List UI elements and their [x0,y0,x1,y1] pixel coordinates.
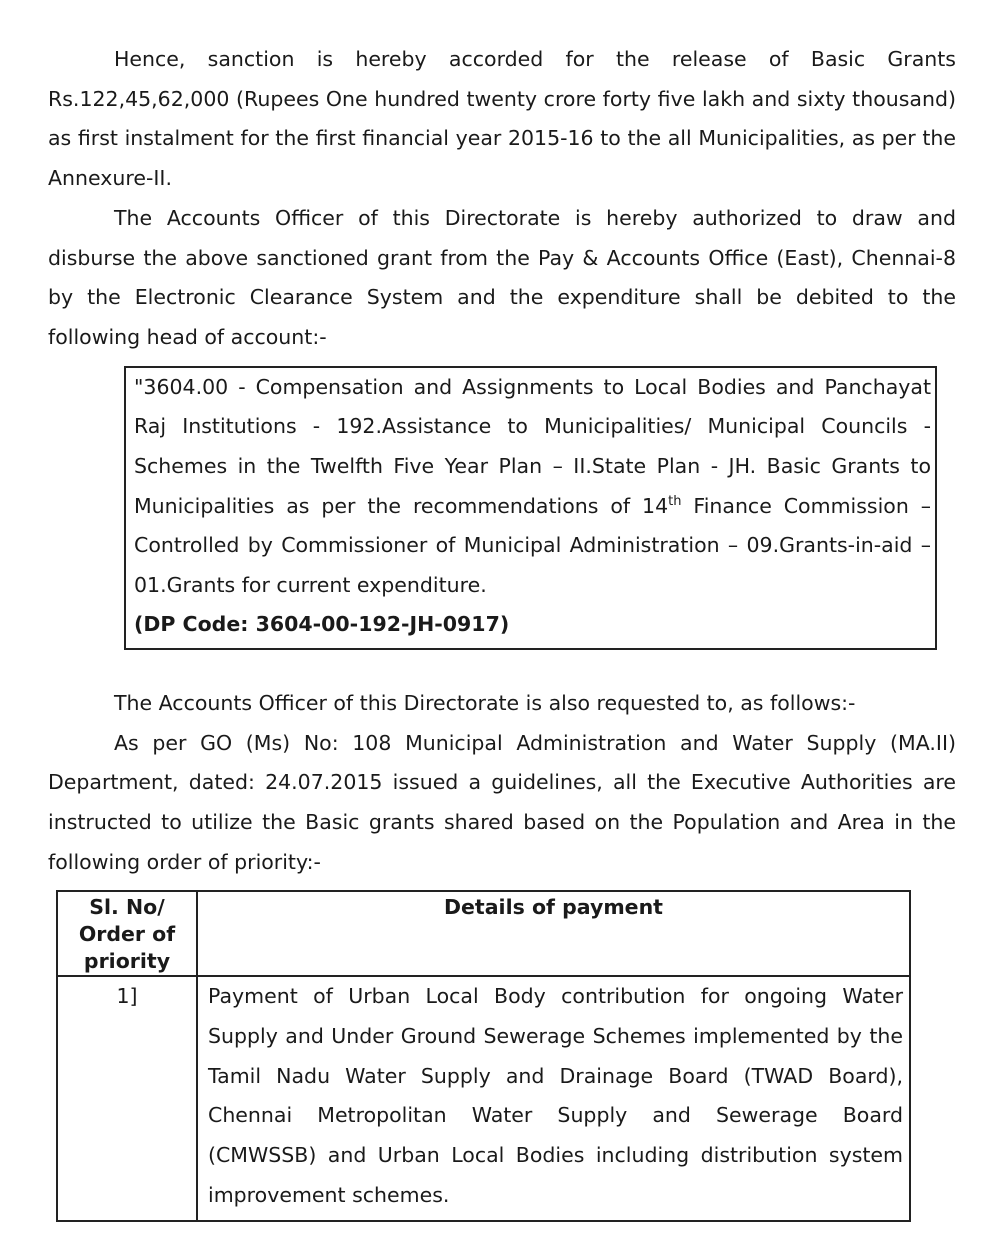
sanction-paragraph: Hence, sanction is hereby accorded for the release of Basic Grants Rs.122,45,62,000 (Rupees One hundred twenty crore forty five lakh and sixty thousand) as first instalment for the first financial year 2015-16 to the all Municipalities, as per the Annexure-II. [48,47,956,191]
sl-no-header: Sl. No/ Order of priority [57,891,197,976]
section-spacer [48,650,956,684]
document-page [48,40,956,1222]
dp-code: (DP Code: 3604-00-192-JH-0917) [134,611,510,636]
sl-no-cell: 1] [57,976,197,1220]
table-row [57,976,910,1220]
go-reference-paragraph: As per GO (Ms) No: 108 Municipal Administration and Water Supply (MA.II) Department, dated: 24.07.2015 issued a guidelines, all the Executive Authorities are instructed to utilize the Basic grants shared based on the Population and Area in the following order of priority:- [48,730,956,874]
priority-table-header-row [57,891,910,976]
head-of-account-text-tail: Finance Commission – Controlled by Commissioner of Municipal Administration – 09.Grants-in-aid – 01.Grants for current expenditure. [134,493,931,598]
authorization-paragraph: The Accounts Officer of this Directorate is hereby authorized to draw and disburse the above sanctioned grant from the Pay & Accounts Office (East), Chennai-8 by the Electronic Clearance System and the expenditure shall be debited to the following head of account:- [48,205,956,349]
priority-table [56,890,911,1221]
request-paragraph: The Accounts Officer of this Directorate is also requested to, as follows:- [114,690,856,715]
ordinal-superscript: th [668,493,682,509]
head-of-account-box [124,366,937,650]
details-header: Details of payment [197,891,910,976]
head-of-account-text-main: "3604.00 - Compensation and Assignments to Local Bodies and Panchayat Raj Institutions - 192.Assistance to Municipalities/ Municipal Councils - Schemes in the Twelfth Five Year Plan – II.State Plan - JH. Basic Grants to Municipalities as per the recommendations of 14 [134,374,931,518]
head-of-account-text [134,368,931,606]
details-cell: Payment of Urban Local Body contribution for ongoing Water Supply and Under Ground Sewerage Schemes implemented by the Tamil Nadu Water Supply and Drainage Board (TWAD Board), Chennai Metropolitan Water Supply and Sewerage Board (CMWSSB) and Urban Local Bodies including distribution system improvement schemes. [197,976,910,1220]
